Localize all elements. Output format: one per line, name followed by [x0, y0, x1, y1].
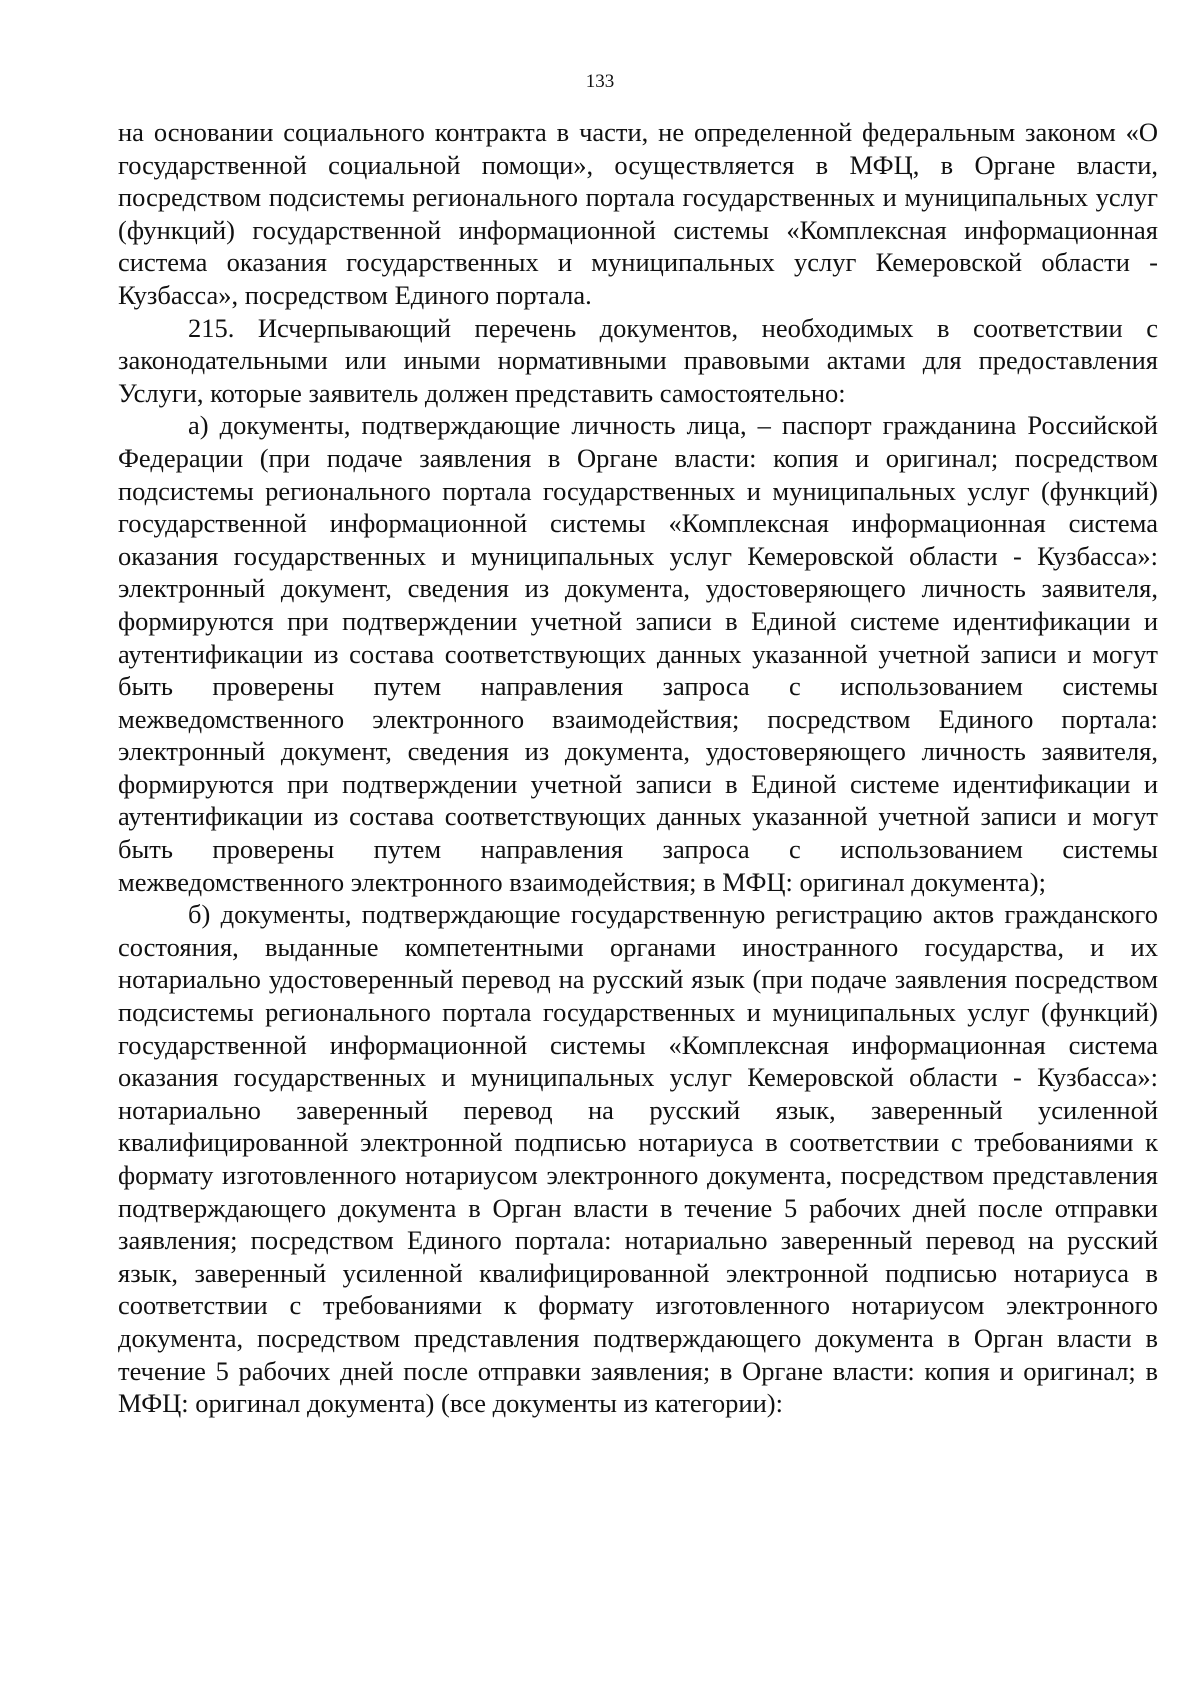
paragraph-item-215: 215. Исчерпывающий перечень документов, необходимых в соответствии с законодательными или иными нормативными правовыми актами для предоставления Услуги, которые заявитель должен представить самостоятельно:	[118, 312, 1158, 408]
page-number: 133	[585, 71, 615, 92]
paragraph-continuation: на основании социального контракта в части, не определенной федеральным законом «О государственной социальной помощи», осуществляется в МФЦ, в Органе власти, посредством подсистемы регионального портала государственных и муниципальных услуг (функций) государственной информационной системы «Комплексная информационная система оказания государственных и муниципальных услуг Кемеровской области - Кузбасса», посредством Единого портала.	[118, 117, 1158, 310]
paragraph-subitem-b: б) документы, подтверждающие государственную регистрацию актов гражданского состояния, выданные компетентными органами иностранного государства, и их нотариально удостоверенный перевод на русский язык (при подаче заявления посредством подсистемы регионального портала государственных и муниципальных услуг (функций) государственной информационной системы «Комплексная информационная система оказания государственных и муниципальных услуг Кемеровской области - Кузбасса»: нотариально заверенный перевод на русский язык, заверенный усиленной квалифицированной электронной подписью нотариуса в соответствии с требованиями к формату изготовленного нотариусом электронного документа, посредством представления подтверждающего документа в Орган власти в течение 5 рабочих дней после отправки заявления; посредством Единого портала: нотариально заверенный перевод на русский язык, заверенный усиленной квалифицированной электронной подписью нотариуса в соответствии с требованиями к формату изготовленного нотариусом электронного документа, посредством представления подтверждающего документа в Орган власти в течение 5 рабочих дней после отправки заявления; в Органе власти: копия и оригинал; в МФЦ: оригинал документа) (все документы из категории):	[118, 899, 1158, 1419]
document-body	[118, 116, 1158, 1420]
paragraph-subitem-a: а) документы, подтверждающие личность лица, – паспорт гражданина Российской Федерации (при подаче заявления в Органе власти: копия и оригинал; посредством подсистемы регионального портала государственных и муниципальных услуг (функций) государственной информационной системы «Комплексная информационная система оказания государственных и муниципальных услуг Кемеровской области - Кузбасса»: электронный документ, сведения из документа, удостоверяющего личность заявителя, формируются при подтверждении учетной записи в Единой системе идентификации и аутентификации из состава соответствующих данных указанной учетной записи и могут быть проверены путем направления запроса с использованием системы межведомственного электронного взаимодействия; посредством Единого портала: электронный документ, сведения из документа, удостоверяющего личность заявителя, формируются при подтверждении учетной записи в Единой системе идентификации и аутентификации из состава соответствующих данных указанной учетной записи и могут быть проверены путем направления запроса с использованием системы межведомственного электронного взаимодействия; в МФЦ: оригинал документа);	[118, 410, 1158, 897]
